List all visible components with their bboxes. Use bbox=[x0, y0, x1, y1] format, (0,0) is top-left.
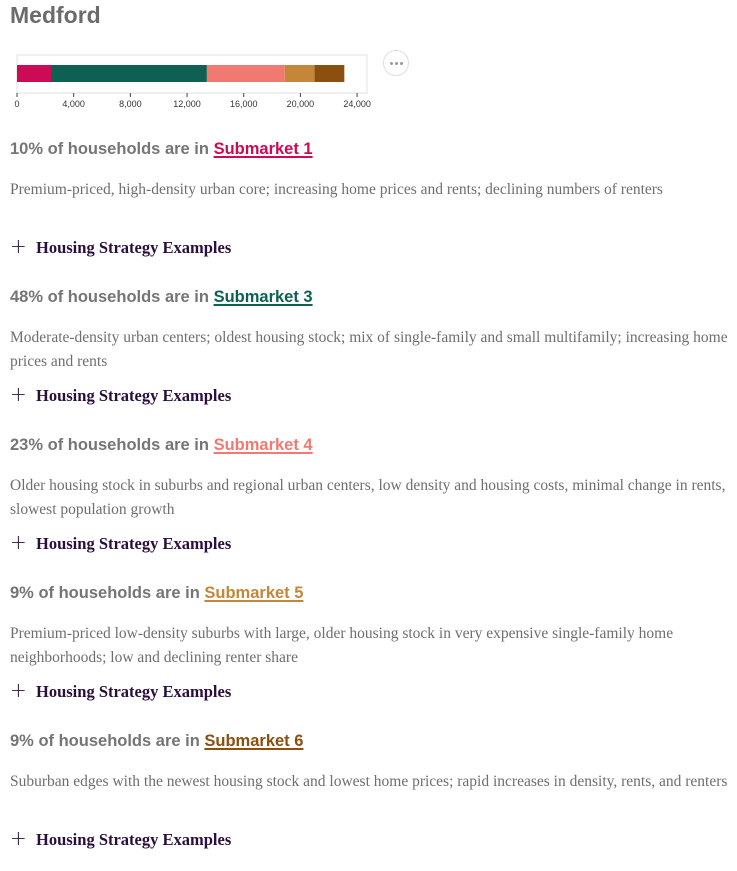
household-percent: 9% bbox=[10, 584, 34, 602]
household-percent: 23% bbox=[10, 436, 44, 454]
submarket-section bbox=[10, 434, 730, 554]
x-tick-label: 16,000 bbox=[229, 99, 258, 109]
submarket-description: Moderate-density urban centers; oldest housing stock; mix of single-family and small multifamily; increasing home prices and rents bbox=[10, 329, 728, 370]
submarket-section bbox=[10, 138, 730, 258]
x-tick-label: 20,000 bbox=[286, 99, 315, 109]
bar-segment-submarket-6[interactable] bbox=[315, 65, 345, 82]
x-tick-label: 8,000 bbox=[119, 99, 142, 109]
submarket-link[interactable]: Submarket 4 bbox=[213, 436, 313, 454]
submarket-description: Suburban edges with the newest housing stock and lowest home prices; rapid increases in density, rents, and renters bbox=[10, 773, 728, 790]
section-headline bbox=[10, 582, 730, 604]
bar-segment-submarket-5[interactable] bbox=[285, 65, 315, 82]
x-tick-label: 0 bbox=[14, 99, 20, 109]
housing-strategy-toggle[interactable] bbox=[10, 826, 232, 851]
toggle-label: Housing Strategy Examples bbox=[36, 682, 232, 701]
plus-icon: + bbox=[10, 530, 27, 554]
x-tick-label: 24,000 bbox=[343, 99, 371, 109]
plus-icon: + bbox=[10, 678, 27, 702]
x-tick-label: 12,000 bbox=[173, 99, 201, 109]
headline-text: of households are in bbox=[43, 288, 214, 306]
more-horizontal-icon bbox=[390, 62, 403, 65]
household-percent: 10% bbox=[10, 140, 44, 158]
submarket-link[interactable]: Submarket 1 bbox=[213, 140, 313, 158]
plus-icon: + bbox=[10, 382, 27, 406]
page-title: Medford bbox=[10, 2, 101, 28]
plus-icon: + bbox=[10, 826, 27, 850]
bar-segment-submarket-3[interactable] bbox=[51, 65, 207, 82]
chart-svg bbox=[10, 50, 372, 116]
toggle-label: Housing Strategy Examples bbox=[36, 830, 232, 849]
headline-text: of households are in bbox=[43, 436, 214, 454]
toggle-label: Housing Strategy Examples bbox=[36, 386, 232, 405]
housing-strategy-toggle[interactable] bbox=[10, 234, 232, 259]
toggle-label: Housing Strategy Examples bbox=[36, 534, 232, 553]
housing-strategy-toggle[interactable] bbox=[10, 382, 232, 407]
section-headline bbox=[10, 286, 730, 308]
section-headline bbox=[10, 138, 730, 160]
bar-segment-submarket-4[interactable] bbox=[207, 65, 285, 82]
submarket-link[interactable]: Submarket 5 bbox=[204, 584, 304, 602]
headline-text: of households are in bbox=[33, 584, 205, 602]
submarket-section bbox=[10, 582, 730, 702]
submarket-section bbox=[10, 730, 730, 850]
submarket-description: Premium-priced, high-density urban core; increasing home prices and rents; declining numbers of renters bbox=[10, 181, 663, 198]
submarket-description: Older housing stock in suburbs and regional urban centers, low density and housing costs, minimal change in rents, slowest population growth bbox=[10, 477, 726, 518]
submarket-section bbox=[10, 286, 730, 406]
household-percent: 9% bbox=[10, 732, 34, 750]
chart-menu-button[interactable] bbox=[383, 50, 409, 76]
plus-icon: + bbox=[10, 234, 27, 258]
housing-strategy-toggle[interactable] bbox=[10, 530, 232, 555]
bar-segment-submarket-1[interactable] bbox=[17, 65, 51, 82]
section-headline bbox=[10, 434, 730, 456]
household-percent: 48% bbox=[10, 288, 44, 306]
x-tick-label: 4,000 bbox=[62, 99, 85, 109]
submarket-link[interactable]: Submarket 3 bbox=[213, 288, 313, 306]
submarket-description: Premium-priced low-density suburbs with large, older housing stock in very expensive single-family home neighborhoods; low and declining renter share bbox=[10, 625, 674, 666]
toggle-label: Housing Strategy Examples bbox=[36, 238, 232, 257]
stacked-bar-chart bbox=[10, 50, 372, 116]
section-headline bbox=[10, 730, 730, 752]
housing-strategy-toggle[interactable] bbox=[10, 678, 232, 703]
headline-text: of households are in bbox=[43, 140, 214, 158]
headline-text: of households are in bbox=[33, 732, 205, 750]
submarket-link[interactable]: Submarket 6 bbox=[204, 732, 304, 750]
